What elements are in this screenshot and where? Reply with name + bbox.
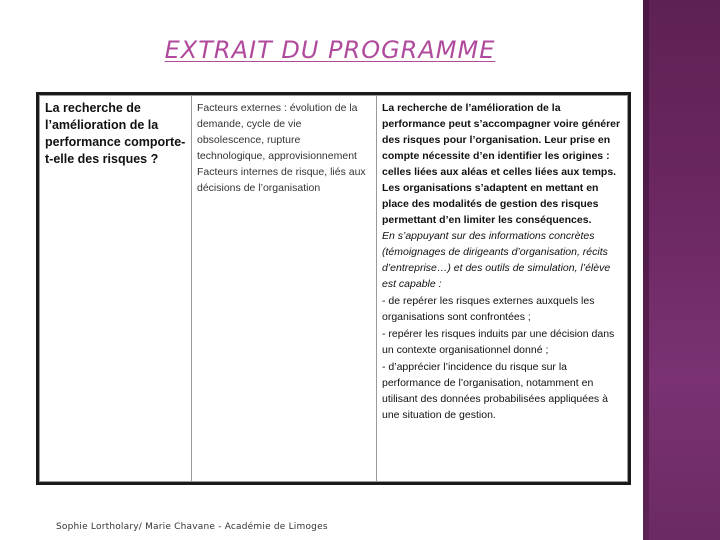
context-paragraph-1: La recherche de l’amélioration de la performance peut s’accompagner voire générer des risques pour l’organisation. Leur prise en compte nécessite d’en identifier les origines : celles liées aux aléas et celles liées aux temps. [382,102,621,178]
context-cell [377,96,627,481]
capacity-item: - de repérer les risques externes auxquels les organisations sont confrontées ; [382,295,595,323]
programme-table [36,92,631,485]
capacity-item: - repérer les risques induits par une décision dans un contexte organisationnel donné ; [382,328,615,356]
programme-table-inner [39,95,628,482]
slide-footer: Sophie Lortholary/ Marie Chavane - Académie de Limoges [56,522,328,532]
slide-title: EXTRAIT DU PROGRAMME [164,36,496,64]
notions-cell [192,96,377,481]
notion-external: Facteurs externes : évolution de la demande, cycle de vie obsolescence, rupture technologique, approvisionnement [197,102,358,162]
notion-internal: Facteurs internes de risque, liés aux décisions de l’organisation [197,166,366,194]
capacities-intro: En s’appuyant sur des informations concrètes (témoignages de dirigeants d’organisation, récits d’entreprise…) et des outils de simulation, l’élève est capable : [382,230,611,290]
question-text: La recherche de l’amélioration de la performance comporte-t-elle des risques ? [45,101,186,166]
question-cell [40,96,192,481]
capacity-item: - d’apprécier l’incidence du risque sur la performance de l’organisation, notamment en utilisant des données probabilisées appliquées à une situation de gestion. [382,361,608,421]
context-paragraph-2: Les organisations s’adaptent en mettant en place des modalités de gestion des risques permettant d’en limiter les conséquences. [382,182,599,226]
decorative-side-band [643,0,720,540]
